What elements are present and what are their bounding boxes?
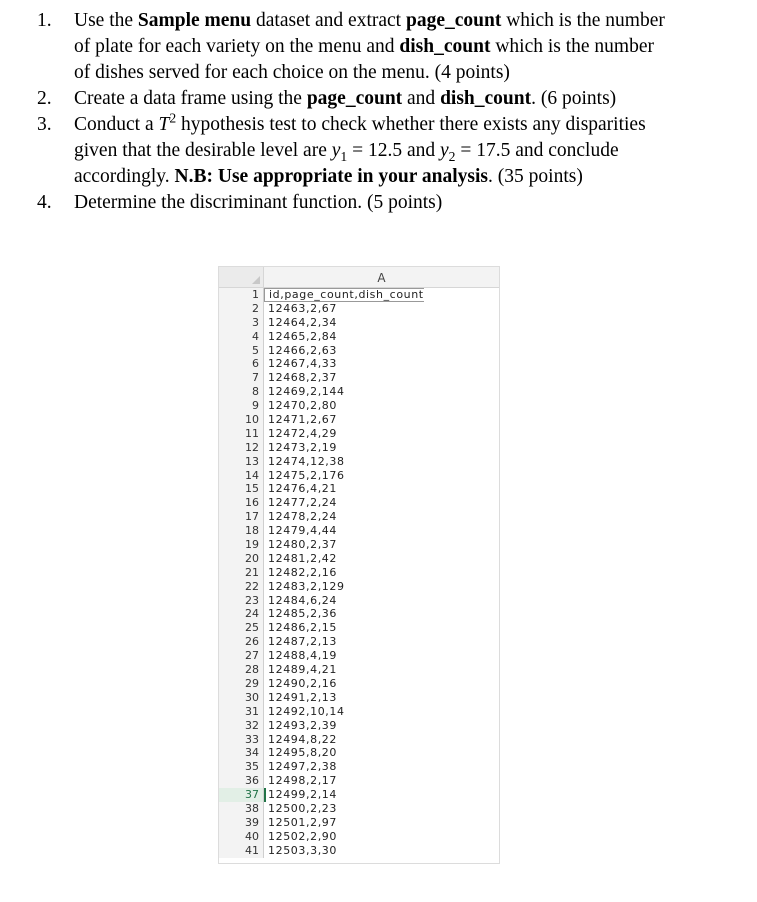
question-number: 4. xyxy=(37,192,52,213)
row-number[interactable]: 21 xyxy=(219,566,264,580)
question-line: of plate for each variety on the menu and dish_count which is the number xyxy=(74,36,655,57)
cell-value[interactable]: 12494,8,22 xyxy=(268,732,337,746)
select-all-corner[interactable] xyxy=(219,267,264,287)
row-number[interactable]: 20 xyxy=(219,552,264,566)
table-row xyxy=(219,649,499,663)
row-number[interactable]: 15 xyxy=(219,482,264,496)
cell-value[interactable]: 12470,2,80 xyxy=(268,399,337,413)
question-line: Conduct a $T^2$ hypothesis test to check whether there exists any disparities xyxy=(74,110,646,135)
table-row xyxy=(219,496,499,510)
cell-value[interactable]: 12468,2,37 xyxy=(268,371,337,385)
table-row xyxy=(219,316,499,330)
table-row xyxy=(219,719,499,733)
cell-value[interactable]: id,page_count,dish_count xyxy=(264,288,424,302)
row-number[interactable]: 38 xyxy=(219,802,264,816)
table-row xyxy=(219,482,499,496)
row-number[interactable]: 18 xyxy=(219,524,264,538)
question-line: Determine the discriminant function. (5 points) xyxy=(74,192,443,213)
table-row xyxy=(219,469,499,483)
question-line: Create a data frame using the page_count and dish_count. (6 points) xyxy=(74,88,617,109)
cell-value[interactable]: 12466,2,63 xyxy=(268,343,337,357)
cell-value[interactable]: 12474,12,38 xyxy=(268,454,345,468)
table-row xyxy=(219,427,499,441)
question-line: of dishes served for each choice on the menu. (4 points) xyxy=(74,62,510,83)
cell-value[interactable]: 12493,2,39 xyxy=(268,718,337,732)
cell-value[interactable]: 12477,2,24 xyxy=(268,496,337,510)
table-row xyxy=(219,538,499,552)
cell-value[interactable]: 12489,4,21 xyxy=(268,663,337,677)
table-row xyxy=(219,774,499,788)
cell-value[interactable]: 12464,2,34 xyxy=(268,315,337,329)
cell-value[interactable]: 12471,2,67 xyxy=(268,413,337,427)
row-number[interactable]: 22 xyxy=(219,580,264,594)
row-number[interactable]: 26 xyxy=(219,635,264,649)
table-row xyxy=(219,607,499,621)
row-number[interactable]: 34 xyxy=(219,746,264,760)
cell-value[interactable]: 12498,2,17 xyxy=(268,774,337,788)
table-row xyxy=(219,677,499,691)
cell-value[interactable]: 12475,2,176 xyxy=(268,468,345,482)
row-number[interactable]: 24 xyxy=(219,607,264,621)
cell-value[interactable]: 12501,2,97 xyxy=(268,815,337,829)
row-number[interactable]: 35 xyxy=(219,760,264,774)
table-row xyxy=(219,441,499,455)
cell-value[interactable]: 12487,2,13 xyxy=(268,635,337,649)
question-line: Use the Sample menu dataset and extract page_count which is the number xyxy=(74,10,665,31)
row-number[interactable]: 17 xyxy=(219,510,264,524)
row-number[interactable]: 39 xyxy=(219,816,264,830)
cell-value[interactable]: 12499,2,14 xyxy=(264,788,337,802)
table-row xyxy=(219,760,499,774)
cell-value[interactable]: 12467,4,33 xyxy=(268,357,337,371)
spreadsheet-screenshot xyxy=(218,266,500,864)
cell-value[interactable]: 12484,6,24 xyxy=(268,593,337,607)
cell-value[interactable]: 12473,2,19 xyxy=(268,440,337,454)
table-row xyxy=(219,830,499,844)
cell-value[interactable]: 12479,4,44 xyxy=(268,524,337,538)
cell-value[interactable]: 12502,2,90 xyxy=(268,829,337,843)
row-number[interactable]: 27 xyxy=(219,649,264,663)
question-line: given that the desirable level are $y_1 = 12.5$ and $y_2 = 17.5$ and conclude xyxy=(74,140,619,164)
question-number: 2. xyxy=(37,88,52,109)
cell-value[interactable]: 12481,2,42 xyxy=(268,551,337,565)
table-row xyxy=(219,455,499,469)
cell-value[interactable]: 12492,10,14 xyxy=(268,704,345,718)
row-number[interactable]: 28 xyxy=(219,663,264,677)
cell-value[interactable]: 12465,2,84 xyxy=(268,329,337,343)
row-number[interactable]: 40 xyxy=(219,830,264,844)
row-number[interactable]: 7 xyxy=(219,371,264,385)
row-number[interactable]: 37 xyxy=(219,788,264,802)
row-number[interactable]: 1 xyxy=(219,288,264,302)
column-header-bar xyxy=(219,267,499,288)
table-row xyxy=(219,371,499,385)
cell-value[interactable]: 12469,2,144 xyxy=(268,385,345,399)
column-header-a[interactable]: A xyxy=(377,271,386,285)
cell-value[interactable]: 12483,2,129 xyxy=(268,579,345,593)
row-number[interactable]: 23 xyxy=(219,594,264,608)
row-number[interactable]: 36 xyxy=(219,774,264,788)
table-row xyxy=(219,330,499,344)
row-number[interactable]: 25 xyxy=(219,621,264,635)
cell-value[interactable]: 12495,8,20 xyxy=(268,746,337,760)
table-row xyxy=(219,510,499,524)
table-row xyxy=(219,635,499,649)
cell-value[interactable]: 12485,2,36 xyxy=(268,607,337,621)
row-number[interactable]: 29 xyxy=(219,677,264,691)
cell-value[interactable]: 12482,2,16 xyxy=(268,565,337,579)
question-number: 3. xyxy=(37,114,52,135)
row-number[interactable]: 5 xyxy=(219,344,264,358)
cell-value[interactable]: 12463,2,67 xyxy=(268,301,337,315)
row-number[interactable]: 8 xyxy=(219,385,264,399)
table-row xyxy=(219,733,499,747)
table-row xyxy=(219,788,499,802)
cell-value[interactable]: 12478,2,24 xyxy=(268,510,337,524)
spreadsheet-rows xyxy=(219,288,499,858)
row-number[interactable]: 11 xyxy=(219,427,264,441)
cell-value[interactable]: 12480,2,37 xyxy=(268,538,337,552)
row-number[interactable]: 31 xyxy=(219,705,264,719)
question-3 xyxy=(37,112,717,190)
question-4 xyxy=(37,190,717,216)
cell-value[interactable]: 12491,2,13 xyxy=(268,690,337,704)
table-row xyxy=(219,705,499,719)
table-row xyxy=(219,746,499,760)
question-line: accordingly. N.B: Use appropriate in your analysis. (35 points) xyxy=(74,166,583,187)
row-number[interactable]: 14 xyxy=(219,469,264,483)
question-number: 1. xyxy=(37,10,52,31)
table-row xyxy=(219,344,499,358)
cell-value[interactable]: 12490,2,16 xyxy=(268,676,337,690)
row-number[interactable]: 12 xyxy=(219,441,264,455)
row-number[interactable]: 10 xyxy=(219,413,264,427)
cell-value[interactable]: 12488,4,19 xyxy=(268,649,337,663)
table-row xyxy=(219,816,499,830)
row-number[interactable]: 32 xyxy=(219,719,264,733)
row-number[interactable]: 4 xyxy=(219,330,264,344)
question-list xyxy=(37,8,717,216)
row-number[interactable]: 2 xyxy=(219,302,264,316)
table-row xyxy=(219,524,499,538)
table-row xyxy=(219,802,499,816)
row-number[interactable]: 6 xyxy=(219,357,264,371)
row-number[interactable]: 3 xyxy=(219,316,264,330)
cell-value[interactable]: 12500,2,23 xyxy=(268,801,337,815)
table-row xyxy=(219,552,499,566)
row-number[interactable]: 41 xyxy=(219,844,264,858)
row-number[interactable]: 33 xyxy=(219,733,264,747)
table-row xyxy=(219,357,499,371)
table-row xyxy=(219,385,499,399)
row-number[interactable]: 9 xyxy=(219,399,264,413)
table-row xyxy=(219,288,499,302)
table-row xyxy=(219,399,499,413)
question-1 xyxy=(37,8,717,86)
table-row xyxy=(219,302,499,316)
cell-value[interactable]: 12503,3,30 xyxy=(268,843,337,857)
cell-value[interactable]: 12486,2,15 xyxy=(268,621,337,635)
table-row xyxy=(219,594,499,608)
cell-value[interactable]: 12472,4,29 xyxy=(268,426,337,440)
table-row xyxy=(219,621,499,635)
table-row xyxy=(219,566,499,580)
table-row xyxy=(219,691,499,705)
cell-value[interactable]: 12476,4,21 xyxy=(268,482,337,496)
cell-value[interactable]: 12497,2,38 xyxy=(268,760,337,774)
question-2 xyxy=(37,86,717,112)
table-row xyxy=(219,663,499,677)
row-number[interactable]: 30 xyxy=(219,691,264,705)
row-number[interactable]: 16 xyxy=(219,496,264,510)
row-number[interactable]: 19 xyxy=(219,538,264,552)
table-row xyxy=(219,580,499,594)
table-row xyxy=(219,413,499,427)
table-row xyxy=(219,844,499,858)
row-number[interactable]: 13 xyxy=(219,455,264,469)
